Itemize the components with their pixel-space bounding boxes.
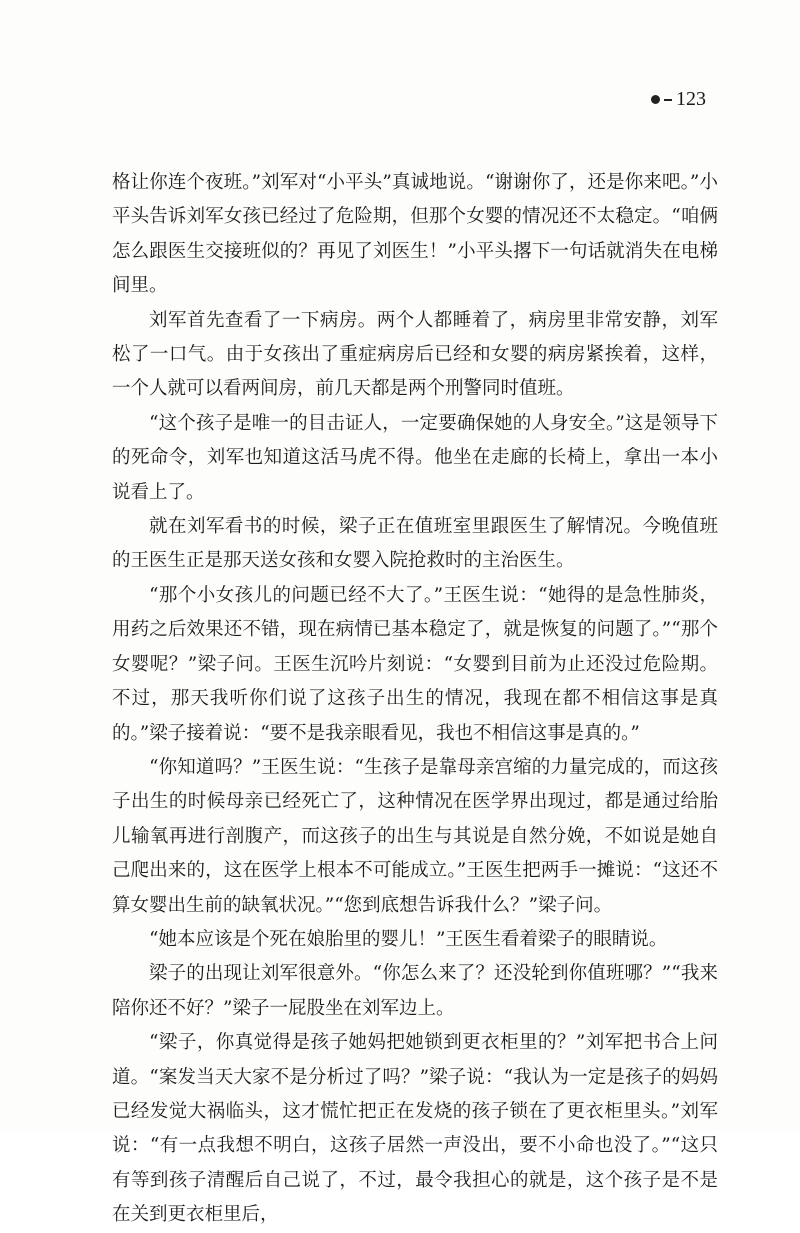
bullet-icon <box>651 95 660 104</box>
paragraph: “你知道吗？”王医生说：“生孩子是靠母亲宫缩的力量完成的，而这孩子出生的时候母亲已经死亡了，这种情况在医学界出现过，都是通过给胎儿输氧再进行剖腹产，而这孩子的出生与其说是自然分娩，不如说是她自己爬出来的，这在医学上根本不可能成立。”王医生把两手一摊说：“这还不算女婴出生前的缺氧状况。”“您到底想告诉我什么？”梁子问。 <box>112 756 718 916</box>
paragraph: “那个小女孩儿的问题已经不大了。”王医生说：“她得的是急性肺炎，用药之后效果还不错，现在病情已基本稳定了，就是恢复的问题了。”“那个女婴呢？”梁子问。王医生沉吟片刻说：“女婴到目前为止还没过危险期。不过，那天我听你们说了这孩子出生的情况，我现在都不相信这事是真的。”梁子接着说：“要不是我亲眼看见，我也不相信这事是真的。” <box>112 584 718 744</box>
paragraph: “梁子，你真觉得是孩子她妈把她锁到更衣柜里的？”刘军把书合上问道。“案发当天大家不是分析过了吗？”梁子说：“我认为一定是孩子的妈妈已经发觉大祸临头，这才慌忙把正在发烧的孩子锁在了更衣柜里头。”刘军说：“有一点我想不明白，这孩子居然一声没出，要不小命也没了。”“这只有等到孩子清醒后自己说了，不过，最令我担心的就是，这个孩子是不是在关到更衣柜里后， <box>112 1032 718 1226</box>
paragraph: 格让你连个夜班。”刘军对“小平头”真诚地说。“谢谢你了，还是你来吧。”小平头告诉刘军女孩已经过了危险期，但那个女婴的情况还不太稳定。“咱俩怎么跟医生交接班似的？再见了刘医生！”小平头撂下一句话就消失在电梯间里。 <box>112 172 718 297</box>
dash-icon <box>664 99 672 101</box>
body-text <box>112 166 718 1233</box>
paragraph: 梁子的出现让刘军很意外。“你怎么来了？还没轮到你值班哪？”“我来陪你还不好？”梁子一屁股坐在刘军边上。 <box>112 963 718 1019</box>
paragraph: “她本应该是个死在娘胎里的婴儿！”王医生看着梁子的眼睛说。 <box>149 928 668 950</box>
paragraph: 就在刘军看书的时候，梁子正在值班室里跟医生了解情况。今晚值班的王医生正是那天送女孩和女婴入院抢救时的主治医生。 <box>112 516 718 572</box>
paragraph: “这个孩子是唯一的目击证人，一定要确保她的人身安全。”这是领导下的死命令，刘军也知道这活马虎不得。他坐在走廊的长椅上，拿出一本小说看上了。 <box>112 412 718 503</box>
page-number: 123 <box>676 88 706 110</box>
page-number-group <box>651 88 706 111</box>
paragraph: 刘军首先查看了一下病房。两个人都睡着了，病房里非常安静，刘军松了一口气。由于女孩出了重症病房后已经和女婴的病房紧挨着，这样，一个人就可以看两间房，前几天都是两个刑警同时值班。 <box>112 309 718 400</box>
page-header <box>96 88 706 118</box>
